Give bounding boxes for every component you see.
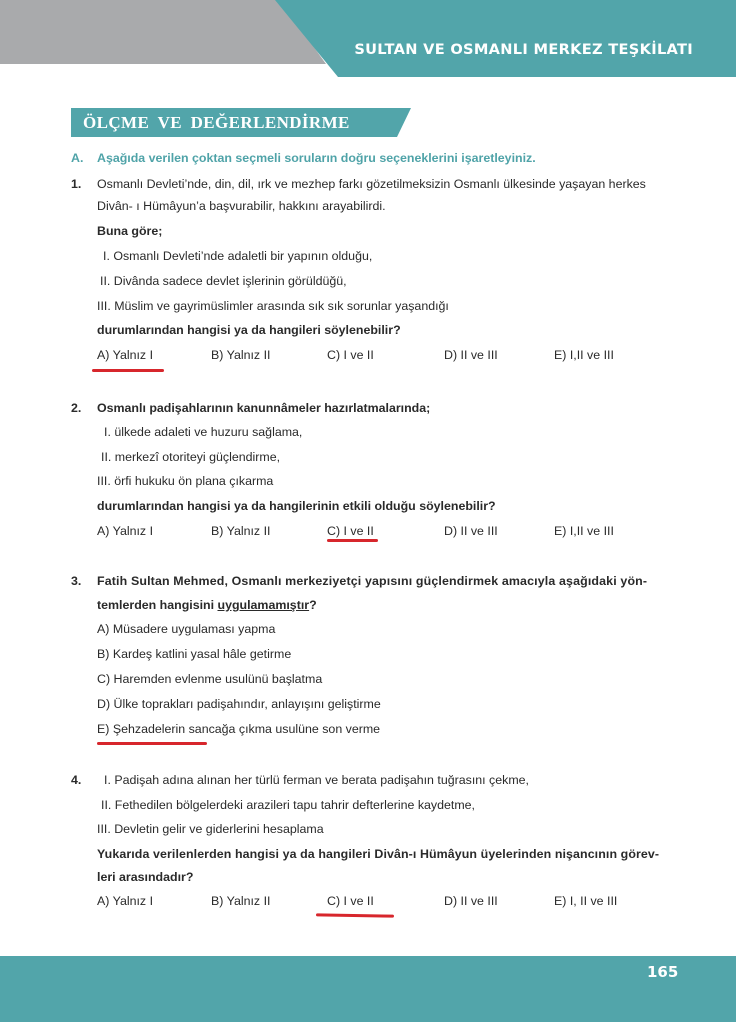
question-number: 4. bbox=[71, 773, 82, 787]
header-grey-band bbox=[0, 0, 330, 64]
section-title: ÖLÇME VE DEĞERLENDİRME bbox=[83, 113, 350, 132]
question-stem: Osmanlı padişahlarının kanunnâmeler hazırlatmalarında; bbox=[97, 401, 431, 415]
question-prompt: durumlarından hangisi ya da hangilerinin etkili olduğu söylenebilir? bbox=[97, 499, 496, 513]
option-a[interactable]: A) Yalnız I bbox=[97, 894, 154, 908]
option-c[interactable]: C) Haremden evlenme usulünü başlatma bbox=[97, 672, 323, 686]
question-prompt-line: leri arasındadır? bbox=[97, 870, 194, 884]
option-b[interactable]: B) Yalnız II bbox=[211, 524, 271, 538]
question-stem-line: Osmanlı Devleti’nde, din, dil, ırk ve mezhep farkı gözetilmeksizin Osmanlı ülkesinde yaşayan herkes bbox=[97, 177, 646, 191]
option-a[interactable]: A) Yalnız I bbox=[97, 348, 154, 362]
answer-underline-mark bbox=[327, 539, 378, 542]
statement: III. Müslim ve gayrimüslimler arasında sık sık sorunlar yaşandığı bbox=[97, 299, 449, 313]
emphasized-word: uygulamamıştır bbox=[217, 598, 310, 612]
option-d[interactable]: D) II ve III bbox=[444, 894, 498, 908]
page-number: 165 bbox=[647, 963, 679, 981]
statement: II. Fethedilen bölgelerdeki arazileri tapu tahrir defterlerine kaydetme, bbox=[101, 798, 475, 812]
footer-band bbox=[0, 956, 736, 1022]
option-e[interactable]: E) I, II ve III bbox=[554, 894, 618, 908]
option-c[interactable]: C) I ve II bbox=[327, 894, 374, 908]
option-d[interactable]: D) II ve III bbox=[444, 348, 498, 362]
statement: I. ülkede adaleti ve huzuru sağlama, bbox=[104, 425, 303, 439]
option-e[interactable]: E) I,II ve III bbox=[554, 524, 614, 538]
option-c[interactable]: C) I ve II bbox=[327, 524, 374, 538]
statement: III. örfi hukuku ön plana çıkarma bbox=[97, 474, 274, 488]
option-d[interactable]: D) Ülke toprakları padişahındır, anlayışını geliştirme bbox=[97, 697, 381, 711]
option-a[interactable]: A) Müsadere uygulaması yapma bbox=[97, 622, 276, 636]
statement: II. Divânda sadece devlet işlerinin görüldüğü, bbox=[100, 274, 347, 288]
question-number: 2. bbox=[71, 401, 82, 415]
option-b[interactable]: B) Kardeş katlini yasal hâle getirme bbox=[97, 647, 292, 661]
question-mark: ? bbox=[309, 598, 317, 612]
option-b[interactable]: B) Yalnız II bbox=[211, 894, 271, 908]
question-stem-line bbox=[97, 598, 317, 612]
statement: I. Padişah adına alınan her türlü ferman ve berata padişahın tuğrasını çekme, bbox=[104, 773, 529, 787]
instruction-letter: A. bbox=[71, 151, 84, 165]
instruction-text: Aşağıda verilen çoktan seçmeli soruların doğru seçeneklerini işaretleyiniz. bbox=[97, 151, 536, 165]
statement: II. merkezî otoriteyi güçlendirme, bbox=[101, 450, 281, 464]
question-number: 3. bbox=[71, 574, 82, 588]
answer-underline-mark bbox=[316, 913, 394, 917]
chapter-title: SULTAN VE OSMANLI MERKEZ TEŞKİLATI bbox=[354, 41, 693, 58]
question-prompt-line: Yukarıda verilenlerden hangisi ya da hangileri Divân-ı Hümâyun üyelerinden nişancının görev- bbox=[97, 847, 660, 861]
question-lead: Buna göre; bbox=[97, 224, 163, 238]
question-stem-line: Fatih Sultan Mehmed, Osmanlı merkeziyetçi yapısını güçlendirmek amacıyla aşağıdaki yön- bbox=[97, 574, 648, 588]
question-number: 1. bbox=[71, 177, 82, 191]
option-a[interactable]: A) Yalnız I bbox=[97, 524, 154, 538]
answer-underline-mark bbox=[97, 742, 207, 745]
stem-text: temlerden hangisini bbox=[97, 598, 218, 612]
answer-underline-mark bbox=[92, 369, 164, 372]
statement: III. Devletin gelir ve giderlerini hesaplama bbox=[97, 822, 324, 836]
option-c[interactable]: C) I ve II bbox=[327, 348, 374, 362]
question-stem-line: Divân- ı Hümâyun’a başvurabilir, hakkını arayabilirdi. bbox=[97, 199, 386, 213]
statement: I. Osmanlı Devleti’nde adaletli bir yapının olduğu, bbox=[103, 249, 373, 263]
option-d[interactable]: D) II ve III bbox=[444, 524, 498, 538]
question-prompt: durumlarından hangisi ya da hangileri söylenebilir? bbox=[97, 323, 401, 337]
option-b[interactable]: B) Yalnız II bbox=[211, 348, 271, 362]
option-e[interactable]: E) Şehzadelerin sancağa çıkma usulüne son verme bbox=[97, 722, 381, 736]
header-teal-band bbox=[275, 0, 736, 77]
option-e[interactable]: E) I,II ve III bbox=[554, 348, 614, 362]
